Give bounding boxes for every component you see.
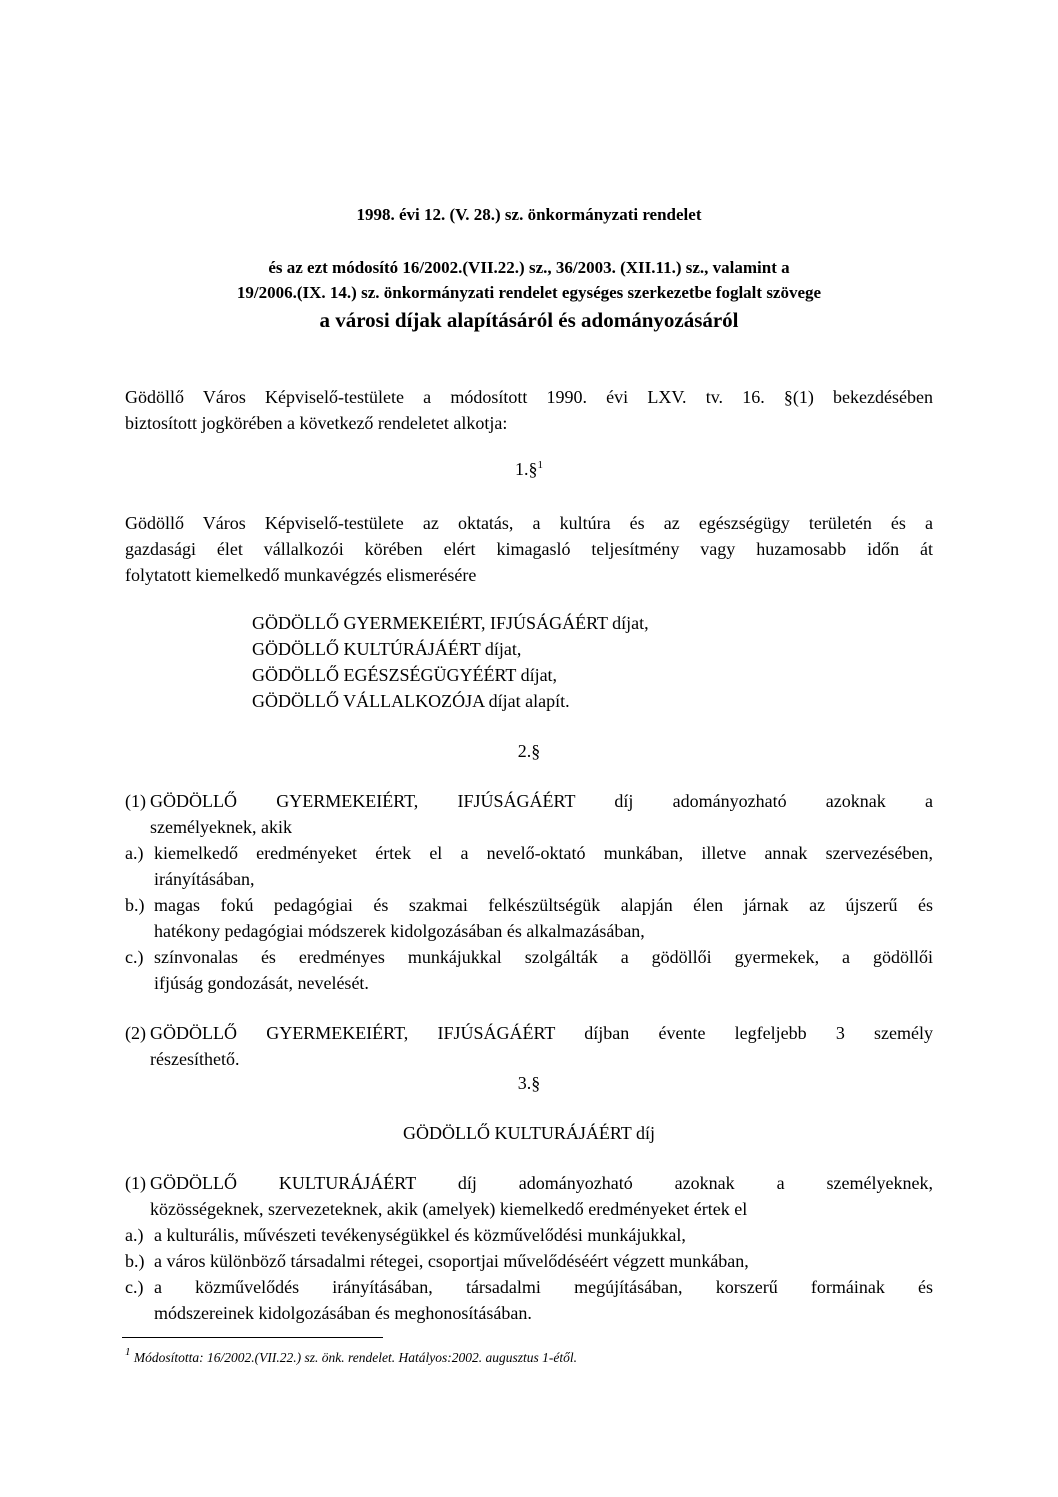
- award-list-item: GÖDÖLLŐ KULTÚRÁJÁÉRT díjat,: [252, 639, 522, 659]
- section-1-label: 1.§$^1$: [515, 459, 543, 479]
- amendments-heading-line1: és az ezt módosító 16/2002.(VII.22.) sz., 36/2003. (XII.11.) sz., valamint a: [268, 258, 790, 277]
- section-3-label: 3.§: [517, 1073, 541, 1093]
- award-list-item: GÖDÖLLŐ GYERMEKEIÉRT, IFJÚSÁGÁÉRT díjat,: [252, 613, 649, 633]
- footnote-reference: 1: [537, 459, 543, 471]
- point-label: c.): [125, 1277, 144, 1297]
- s2-p2-line1: GÖDÖLLŐ GYERMEKEIÉRT, IFJÚSÁGÁÉRT díjban évente legfeljebb 3 személy: [150, 1023, 933, 1043]
- s2-point-b-line1: magas fokú pedagógiai és szakmai felkészültségük alapján élen járnak az újszerű és: [154, 895, 933, 915]
- paragraph-number: (2): [125, 1023, 146, 1043]
- s3-p1-line1: GÖDÖLLŐ KULTURÁJÁÉRT díj adományozható azoknak a személyeknek,: [150, 1173, 933, 1193]
- s3-point-b-line1: a város különböző társadalmi rétegei, csoportjai művelődéséért végzett munkában,: [154, 1251, 749, 1271]
- s2-point-a-line1: kiemelkedő eredményeket értek el a nevelő-oktató munkában, illetve annak szervezésében,: [154, 843, 933, 863]
- footnote-marker: 1: [125, 1346, 131, 1358]
- preamble-line1: Gödöllő Város Képviselő-testülete a módosított 1990. évi LXV. tv. 16. §(1) bekezdésében: [125, 387, 933, 407]
- section-1-text-line1: Gödöllő Város Képviselő-testülete az oktatás, a kultúra és az egészségügy területén és a: [125, 513, 933, 533]
- footnote: [125, 1348, 577, 1368]
- section-2-label: 2.§: [517, 741, 541, 761]
- s2-point-b-line2: hatékony pedagógiai módszerek kidolgozásában és alkalmazásában,: [154, 921, 645, 941]
- s3-point-c-line2: módszereinek kidolgozásában és meghonosításában.: [154, 1303, 532, 1323]
- s2-p1-line2: személyeknek, akik: [150, 817, 292, 837]
- point-label: b.): [125, 895, 145, 915]
- document-title: a városi díjak alapításáról és adományozásáról: [319, 308, 739, 332]
- award-list-item: GÖDÖLLŐ VÁLLALKOZÓJA díjat alapít.: [252, 691, 570, 711]
- point-label: a.): [125, 1225, 144, 1245]
- s2-p1-line1: GÖDÖLLŐ GYERMEKEIÉRT, IFJÚSÁGÁÉRT díj adományozható azoknak a: [150, 791, 933, 811]
- award-list-item: GÖDÖLLŐ EGÉSZSÉGÜGYÉÉRT díjat,: [252, 665, 558, 685]
- regulation-number-heading: 1998. évi 12. (V. 28.) sz. önkormányzati rendelet: [356, 205, 702, 224]
- point-label: b.): [125, 1251, 145, 1271]
- amendments-heading-line2: 19/2006.(IX. 14.) sz. önkormányzati rendelet egységes szerkezetbe foglalt szövege: [236, 283, 822, 302]
- section-1-text-line2: gazdasági élet vállalkozói körében elért kimagasló teljesítmény vagy huzamosabb időn át: [125, 539, 933, 559]
- s2-point-c-line1: színvonalas és eredményes munkájukkal szolgálták a gödöllői gyermekek, a gödöllői: [154, 947, 933, 967]
- section-1-text-line3: folytatott kiemelkedő munkavégzés elismerésére: [125, 565, 477, 585]
- footnote-separator: [122, 1337, 383, 1338]
- footnote-text: Módosította: 16/2002.(VII.22.) sz. önk. rendelet. Hatályos:2002. augusztus 1-étől.: [133, 1350, 577, 1365]
- paragraph-number: (1): [125, 791, 146, 811]
- s3-point-a-line1: a kulturális, művészeti tevékenységükkel és közművelődési munkájukkal,: [154, 1225, 686, 1245]
- s2-p2-line2: részesíthető.: [150, 1049, 240, 1069]
- paragraph-number: (1): [125, 1173, 146, 1193]
- point-label: c.): [125, 947, 144, 967]
- preamble-line2: biztosított jogkörében a következő rendeletet alkotja:: [125, 413, 508, 433]
- s2-point-a-line2: irányításában,: [154, 869, 255, 889]
- s3-p1-line2: közösségeknek, szervezeteknek, akik (amelyek) kiemelkedő eredményeket értek el: [150, 1199, 748, 1219]
- point-label: a.): [125, 843, 144, 863]
- s2-point-c-line2: ifjúság gondozását, nevelését.: [154, 973, 369, 993]
- section-3-subtitle: GÖDÖLLŐ KULTURÁJÁÉRT díj: [403, 1123, 655, 1143]
- s3-point-c-line1: a közművelődés irányításában, társadalmi megújításában, korszerű formáinak és: [154, 1277, 933, 1297]
